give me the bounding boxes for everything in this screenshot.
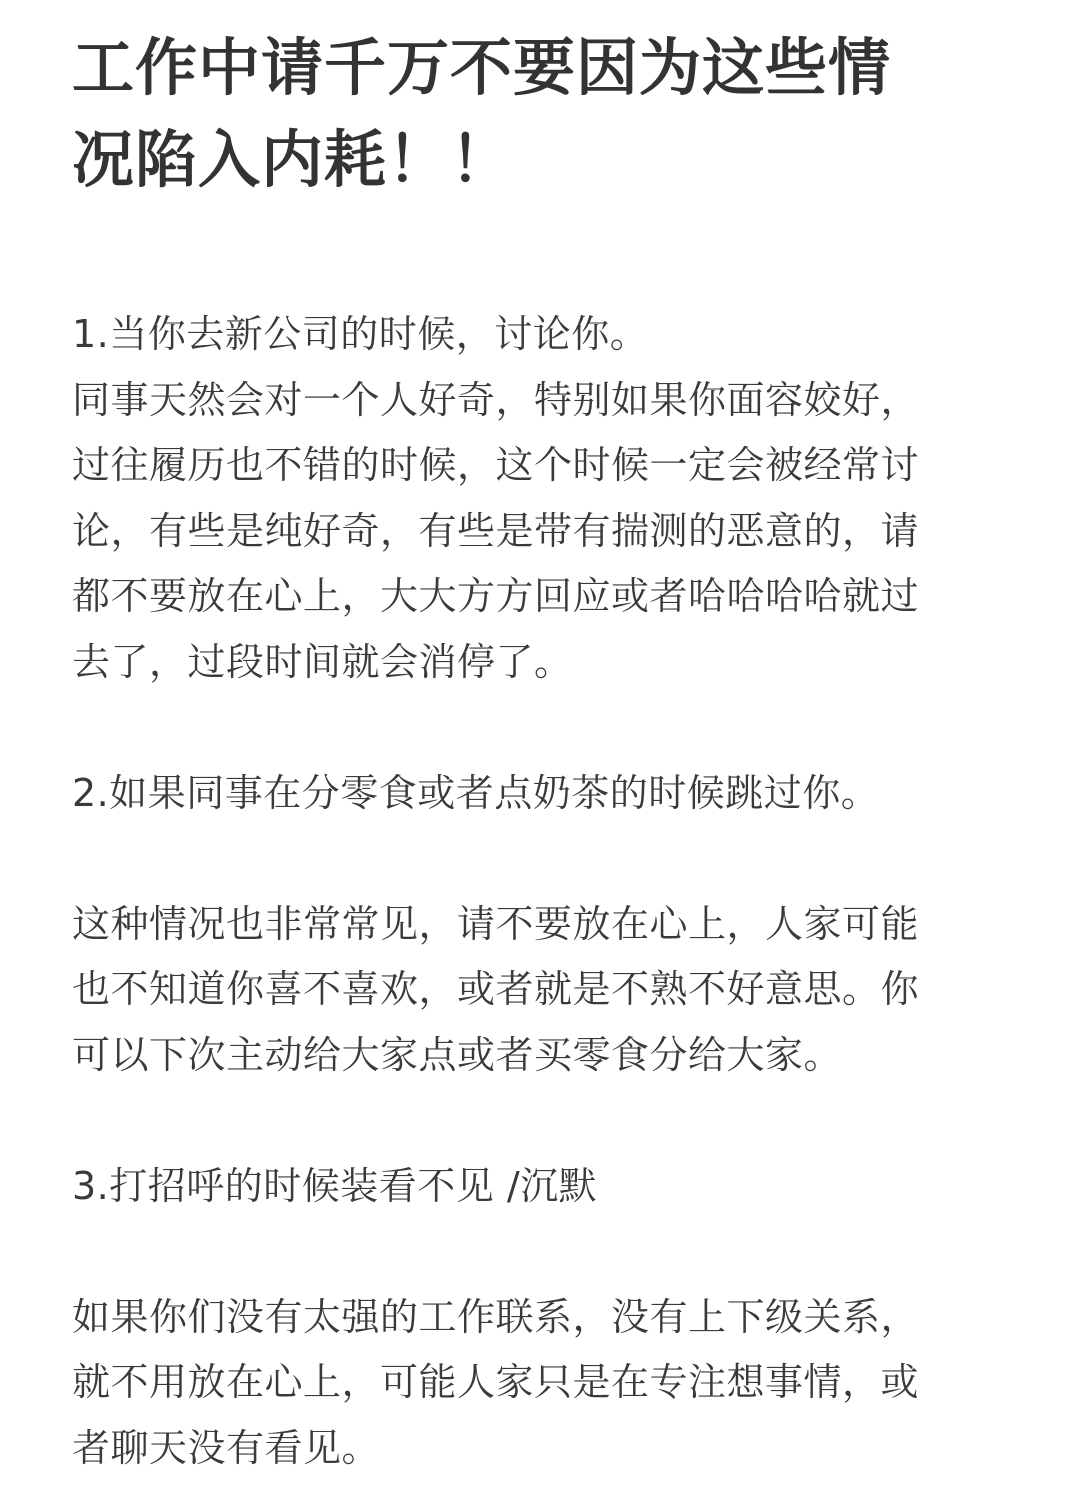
paragraph-line: 可以下次主动给大家点或者买零食分给大家。: [72, 1032, 843, 1077]
paragraph-line: 同事天然会对一个人好奇，特别如果你面容姣好，: [72, 377, 920, 422]
article-title: [72, 0, 1017, 206]
paragraph-gap: [72, 1219, 1017, 1285]
paragraph-line: 就不用放在心上，可能人家只是在专注想事情，或: [72, 1360, 920, 1404]
article: [72, 0, 1017, 1481]
paragraph-line: 这种情况也非常常见，请不要放在心上，人家可能: [72, 901, 920, 946]
paragraph-line: 者聊天没有看见。: [72, 1425, 381, 1470]
article-body: [72, 302, 1017, 1481]
section-heading: 1.当你去新公司的时候，讨论你。: [72, 312, 649, 356]
paragraph-gap: [72, 1088, 1017, 1154]
paragraph-gap: [72, 826, 1017, 892]
paragraph-line: 都不要放在心上，大大方方回应或者哈哈哈哈就过: [72, 574, 920, 618]
paragraph-gap: [72, 695, 1017, 761]
section-heading: 3.打招呼的时候装看不见 /沉默: [72, 1163, 598, 1208]
paragraph-line: 去了，过段时间就会消停了。: [72, 639, 573, 684]
paragraph-line: 过往履历也不错的时候，这个时候一定会被经常讨: [72, 443, 920, 487]
paragraph-line: 也不知道你喜不喜欢，或者就是不熟不好意思。你: [72, 967, 920, 1011]
title-line: 况陷入内耗！！: [72, 123, 514, 196]
title-line: 工作中请千万不要因为这些情: [72, 31, 892, 104]
paragraph-line: 如果你们没有太强的工作联系，没有上下级关系，: [72, 1294, 920, 1339]
section-heading: 2.如果同事在分零食或者点奶茶的时候跳过你。: [72, 770, 880, 815]
paragraph-line: 论，有些是纯好奇，有些是带有揣测的恶意的，请: [72, 508, 920, 553]
